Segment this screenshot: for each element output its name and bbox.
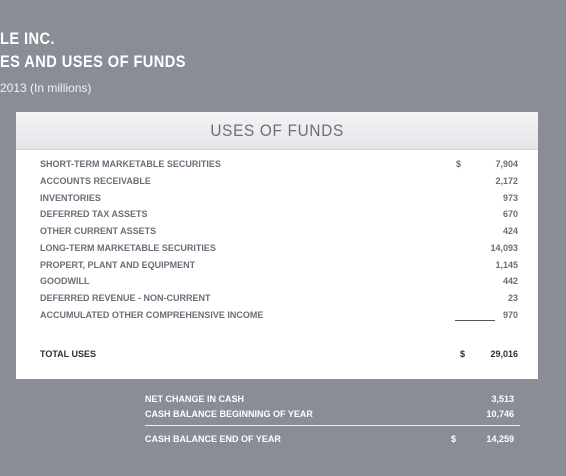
row-label: LONG-TERM MARKETABLE SECURITIES: [40, 242, 216, 253]
table-row: [40, 293, 518, 310]
row-label: DEFERRED REVENUE - NON-CURRENT: [40, 293, 211, 303]
row-value: 670: [502, 209, 518, 220]
row-value: 973: [502, 192, 518, 203]
row-value: 424: [502, 226, 518, 236]
page-subtitle: 2013 (In millions): [0, 81, 92, 95]
beginning-balance-value: 10,746: [486, 409, 514, 419]
total-value: 29,016: [490, 349, 518, 359]
table-row: [40, 176, 518, 193]
uses-of-funds-card: [16, 112, 538, 379]
net-change-label: NET CHANGE IN CASH: [145, 394, 245, 404]
table-row: [40, 159, 518, 176]
beginning-balance-label: CASH BALANCE BEGINNING OF YEAR: [145, 409, 313, 419]
table-row: [40, 260, 518, 277]
row-value: 2,172: [495, 175, 518, 186]
table-row: [40, 276, 518, 293]
uses-table: [40, 159, 518, 327]
row-value: 970: [502, 309, 518, 320]
currency-symbol: $: [456, 159, 462, 169]
row-value: 442: [502, 276, 518, 287]
table-row: [40, 243, 518, 260]
ending-balance-label: CASH BALANCE END OF YEAR: [145, 434, 281, 444]
subtotal-rule: [455, 320, 495, 321]
table-row: [40, 193, 518, 210]
card-header: [16, 112, 538, 150]
row-label: ACCOUNTS RECEIVABLE: [40, 175, 151, 186]
table-row: [40, 226, 518, 243]
row-value: 14,093: [490, 242, 518, 253]
row-label: DEFERRED TAX ASSETS: [40, 209, 148, 220]
row-label: OTHER CURRENT ASSETS: [40, 226, 157, 236]
total-label: TOTAL USES: [40, 349, 97, 359]
table-row: [40, 209, 518, 226]
summary-divider: [145, 425, 520, 426]
row-label: PROPERT, PLANT AND EQUIPMENT: [40, 259, 196, 270]
row-label: GOODWILL: [40, 276, 90, 287]
row-label: SHORT-TERM MARKETABLE SECURITIES: [40, 159, 221, 169]
row-label: ACCUMULATED OTHER COMPREHENSIVE INCOME: [40, 309, 264, 320]
table-row: [40, 310, 518, 327]
currency-symbol: $: [460, 349, 466, 359]
company-name: LE INC.: [0, 29, 55, 48]
row-value: 7,904: [495, 159, 518, 169]
row-value: 1,145: [495, 259, 518, 270]
page-title: ES AND USES OF FUNDS: [0, 52, 186, 71]
ending-balance-value: 14,259: [486, 434, 514, 444]
row-label: INVENTORIES: [40, 192, 101, 203]
row-value: 23: [507, 293, 518, 303]
net-change-value: 3,513: [491, 394, 514, 404]
currency-symbol: $: [451, 434, 457, 444]
card-title: USES OF FUNDS: [210, 120, 344, 140]
